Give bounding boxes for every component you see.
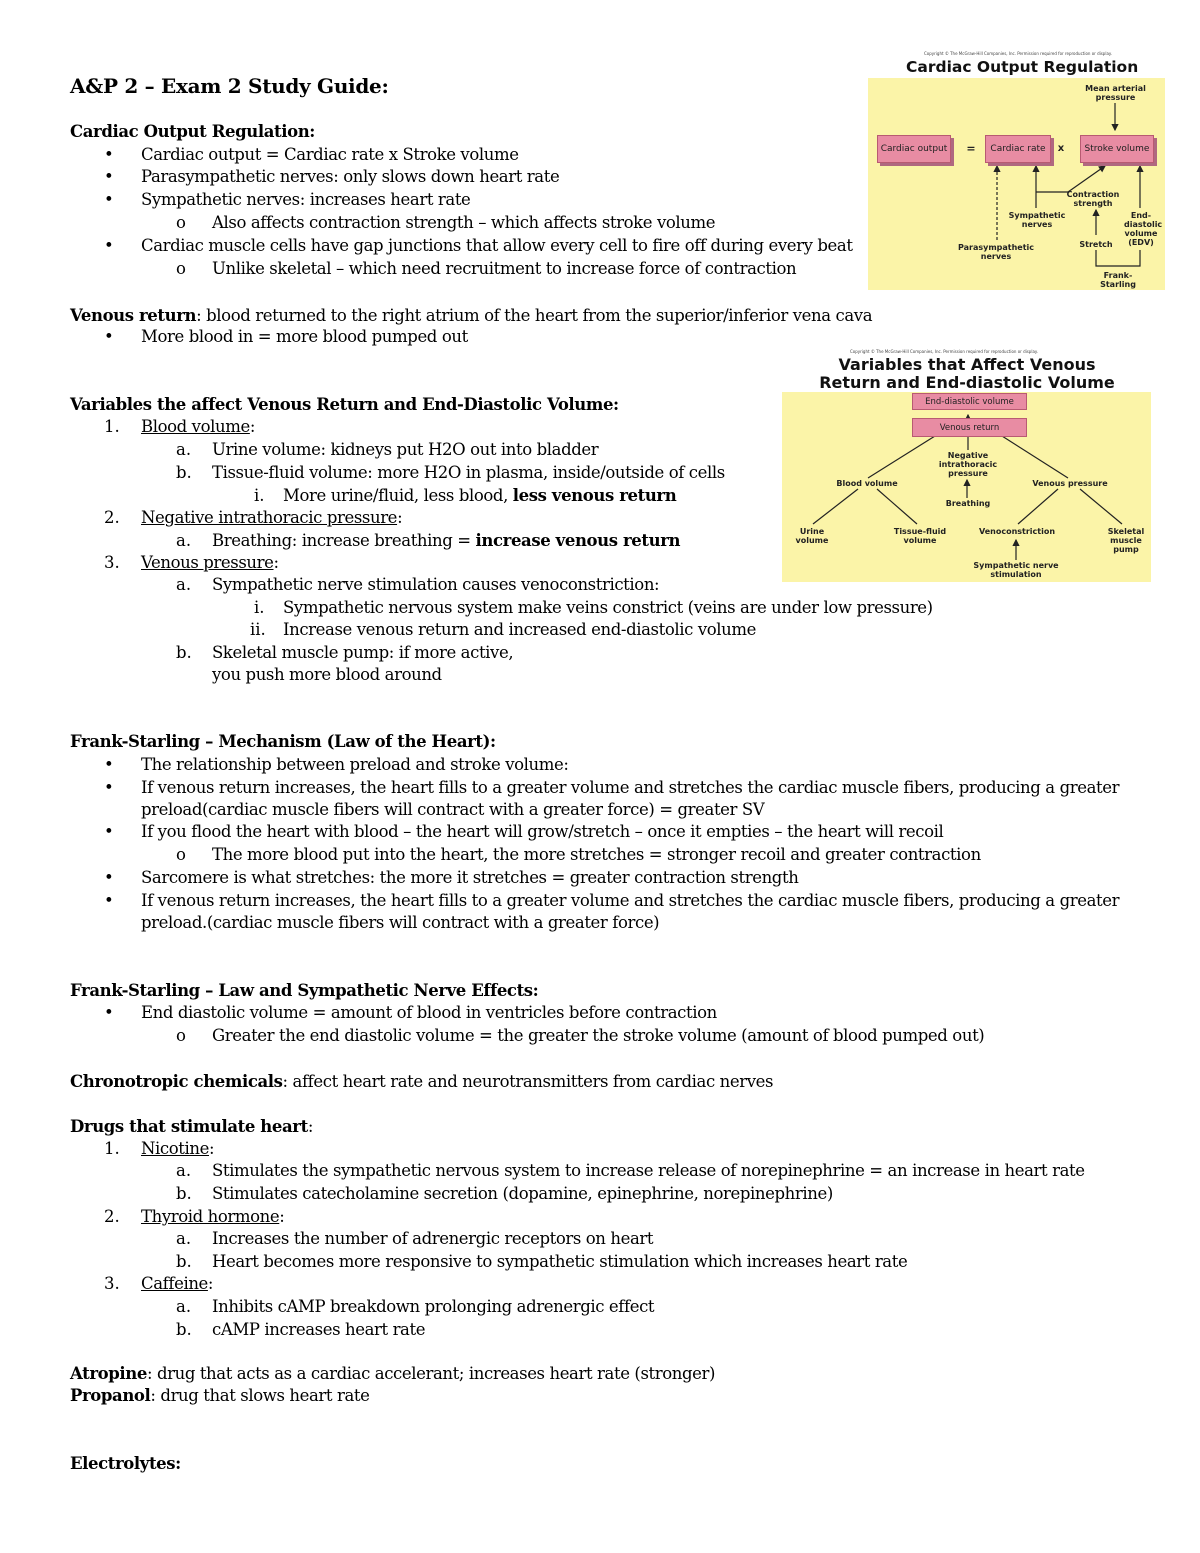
propanol-term: Propanol [70, 1386, 151, 1405]
venous-return-term: Venous return [70, 306, 197, 325]
drug-thyroid-b: Heart becomes more responsive to sympathetic stimulation which increases heart rate [212, 1252, 908, 1271]
venous-pressure-label: Venous pressure [141, 553, 274, 572]
roman-marker: ii. [250, 620, 266, 639]
frank2-heading: Frank-Starling – Law and Sympathetic Nerve Effects: [70, 981, 539, 1000]
atropine-term: Atropine [70, 1364, 147, 1383]
variables-item-3ai: Sympathetic nervous system make veins constrict (veins are under low pressure) [283, 598, 933, 617]
drug-thyroid: Thyroid hormone: [141, 1207, 285, 1226]
propanol-definition [70, 1385, 370, 1407]
cardiac-bullet-1: Cardiac output = Cardiac rate x Stroke volume [141, 145, 519, 164]
letter-marker: a. [176, 1229, 192, 1248]
drug-caffeine-b: cAMP increases heart rate [212, 1320, 426, 1339]
bullet: • [104, 822, 114, 841]
variables-item-2: Negative intrathoracic pressure: [141, 508, 403, 527]
letter-marker: a. [176, 1297, 192, 1316]
tissue-fluid-label: Tissue-fluid volume [893, 527, 947, 545]
roman-marker: i. [254, 598, 265, 617]
bullet: • [104, 755, 114, 774]
drug-thyroid-a: Increases the number of adrenergic receptors on heart [212, 1229, 654, 1248]
drugs-heading [70, 1116, 313, 1138]
frank-bullet-2: If venous return increases, the heart fills to a greater volume and stretches the cardiac muscle fibers, producing a greater [141, 778, 1120, 797]
times-sign: x [1057, 143, 1065, 154]
number-marker: 3. [104, 1274, 120, 1293]
letter-marker: b. [176, 1252, 192, 1271]
atropine-definition [70, 1363, 715, 1385]
venous-bullet-1: More blood in = more blood pumped out [141, 327, 468, 346]
drugs-heading-text: Drugs that stimulate heart [70, 1117, 308, 1136]
negative-pressure-label: Negative intrathoracic pressure [141, 508, 398, 527]
frank-bullet-1: The relationship between preload and stroke volume: [141, 755, 569, 774]
electrolytes-heading: Electrolytes: [70, 1454, 181, 1473]
bullet: • [104, 167, 114, 186]
bullet: • [104, 778, 114, 797]
frank-bullet-2-cont: preload(cardiac muscle fibers will contract with a greater force) = greater SV [141, 800, 765, 819]
variables-item-1: Blood volume: [141, 417, 256, 436]
venoconstriction-label: Venoconstriction [978, 527, 1056, 536]
bullet: • [104, 868, 114, 887]
letter-marker: a. [176, 575, 192, 594]
sympathetic-nerves-label: Sympathetic nerves [1008, 211, 1066, 229]
letter-marker: b. [176, 1184, 192, 1203]
bullet: • [104, 145, 114, 164]
mean-arterial-label: Mean arterial pressure [1085, 84, 1146, 102]
blood-volume-label: Blood volume [836, 479, 898, 488]
chronotropic-term: Chronotropic chemicals [70, 1072, 283, 1091]
drug-nicotine-a: Stimulates the sympathetic nervous system to increase release of norepinephrine = an increase in heart rate [212, 1161, 1085, 1180]
number-marker: 3. [104, 553, 120, 572]
chronotropic-def: : affect heart rate and neurotransmitters from cardiac nerves [282, 1072, 774, 1091]
cardiac-bullet-3: Sympathetic nerves: increases heart rate [141, 190, 471, 209]
cardiac-heading: Cardiac Output Regulation: [70, 122, 315, 141]
page-title: A&P 2 – Exam 2 Study Guide: [70, 74, 389, 98]
bullet: • [104, 327, 114, 346]
number-marker: 1. [104, 1139, 120, 1158]
letter-marker: a. [176, 531, 192, 550]
skeletal-pump-label: Skeletal muscle pump [1107, 527, 1145, 554]
frank-starling-label: Frank-Starling [1100, 271, 1136, 289]
urine-volume-label: Urine volume [795, 527, 829, 545]
circle-marker: o [176, 259, 186, 278]
propanol-def: : drug that slows heart rate [150, 1386, 370, 1405]
letter-marker: b. [176, 463, 192, 482]
drugs-heading-colon: : [307, 1117, 313, 1136]
venous-return-def: : blood returned to the right atrium of the heart from the superior/inferior vena cava [196, 306, 873, 325]
variables-heading: Variables the affect Venous Return and End-Diastolic Volume: [70, 395, 619, 414]
parasympathetic-label: Parasympathetic nerves [957, 243, 1035, 261]
cardiac-bullet-4a: Unlike skeletal – which need recruitment to increase force of contraction [212, 259, 797, 278]
cardiac-rate-box: Cardiac rate [985, 135, 1051, 163]
item-text: Breathing: increase breathing = [212, 531, 476, 550]
frank-bullet-3: If you flood the heart with blood – the heart will grow/stretch – once it empties – the heart will recoil [141, 822, 944, 841]
blood-volume-label: Blood volume [141, 417, 250, 436]
figure-title: Cardiac Output Regulation [906, 58, 1139, 76]
venous-return-box: Venous return [912, 418, 1027, 437]
frank2-bullet-1a: Greater the end diastolic volume = the greater the stroke volume (amount of blood pumped out) [212, 1026, 985, 1045]
bullet: • [104, 190, 114, 209]
contraction-strength-label: Contraction strength [1066, 190, 1120, 208]
number-marker: 2. [104, 1207, 120, 1226]
venous-pressure-label: Venous pressure [1032, 479, 1108, 488]
sympathetic-stimulation-label: Sympathetic nerve stimulation [973, 561, 1059, 579]
drug-nicotine: Nicotine: [141, 1139, 215, 1158]
cardiac-bullet-3a: Also affects contraction strength – which affects stroke volume [212, 213, 716, 232]
edv-label: End-diastolic volume (EDV) [1124, 211, 1163, 247]
variables-item-3b: Skeletal muscle pump: if more active, [212, 643, 514, 662]
bullet: • [104, 891, 114, 910]
caffeine-label: Caffeine [141, 1274, 208, 1293]
frank-bullet-5-cont: preload.(cardiac muscle fibers will contract with a greater force) [141, 913, 660, 932]
number-marker: 2. [104, 508, 120, 527]
frank2-bullet-1: End diastolic volume = amount of blood in ventricles before contraction [141, 1003, 717, 1022]
variables-item-1a: Urine volume: kidneys put H2O out into bladder [212, 440, 599, 459]
variables-item-3aii: Increase venous return and increased end-diastolic volume [283, 620, 756, 639]
item-bold-text: increase venous return [475, 531, 681, 550]
frank-heading: Frank-Starling – Mechanism (Law of the Heart): [70, 732, 496, 751]
item-text: More urine/fluid, less blood, [283, 486, 513, 505]
cardiac-output-box: Cardiac output [877, 135, 951, 163]
variables-item-3: Venous pressure: [141, 553, 279, 572]
negative-pressure-label: Negative intrathoracic pressure [938, 451, 998, 478]
chronotropic-definition [70, 1071, 773, 1093]
letter-marker: a. [176, 440, 192, 459]
nicotine-label: Nicotine [141, 1139, 209, 1158]
figure-copyright: Copyright © The McGraw-Hill Companies, Inc. Permission required for reproduction or display. [850, 349, 1038, 354]
item-bold-text: less venous return [512, 486, 677, 505]
stretch-label: Stretch [1079, 240, 1113, 249]
thyroid-label: Thyroid hormone [141, 1207, 280, 1226]
cardiac-bullet-2: Parasympathetic nerves: only slows down heart rate [141, 167, 560, 186]
bullet: • [104, 1003, 114, 1022]
letter-marker: b. [176, 1320, 192, 1339]
breathing-label: Breathing [945, 499, 991, 508]
figure-title-line-1: Variables that Affect Venous [838, 355, 1096, 374]
frank-bullet-4: Sarcomere is what stretches: the more it stretches = greater contraction strength [141, 868, 799, 887]
drug-nicotine-b: Stimulates catecholamine secretion (dopamine, epinephrine, norepinephrine) [212, 1184, 833, 1203]
variables-item-3a: Sympathetic nerve stimulation causes venoconstriction: [212, 575, 660, 594]
circle-marker: o [176, 845, 186, 864]
figure-arrows [0, 0, 1200, 600]
stroke-volume-box: Stroke volume [1080, 135, 1154, 163]
variables-item-3b-cont: you push more blood around [212, 665, 442, 684]
drug-caffeine-a: Inhibits cAMP breakdown prolonging adrenergic effect [212, 1297, 655, 1316]
frank-bullet-5: If venous return increases, the heart fills to a greater volume and stretches the cardiac muscle fibers, producing a greater [141, 891, 1120, 910]
number-marker: 1. [104, 417, 120, 436]
cardiac-bullet-4: Cardiac muscle cells have gap junctions that allow every cell to fire off during every beat [141, 236, 853, 255]
variables-item-1b: Tissue-fluid volume: more H2O in plasma, inside/outside of cells [212, 463, 725, 482]
frank-bullet-3a: The more blood put into the heart, the more stretches = stronger recoil and greater contraction [212, 845, 981, 864]
bullet: • [104, 236, 114, 255]
figure-copyright: Copyright © The McGraw-Hill Companies, Inc. Permission required for reproduction or display. [924, 51, 1112, 56]
drug-caffeine: Caffeine: [141, 1274, 214, 1293]
edv-box: End-diastolic volume [912, 393, 1027, 410]
letter-marker: a. [176, 1161, 192, 1180]
figure-title-line-2: Return and End-diastolic Volume [819, 373, 1115, 392]
roman-marker: i. [254, 486, 265, 505]
circle-marker: o [176, 1026, 186, 1045]
letter-marker: b. [176, 643, 192, 662]
atropine-def: : drug that acts as a cardiac accelerant; increases heart rate (stronger) [146, 1364, 716, 1383]
equals-sign: = [966, 142, 976, 155]
circle-marker: o [176, 213, 186, 232]
